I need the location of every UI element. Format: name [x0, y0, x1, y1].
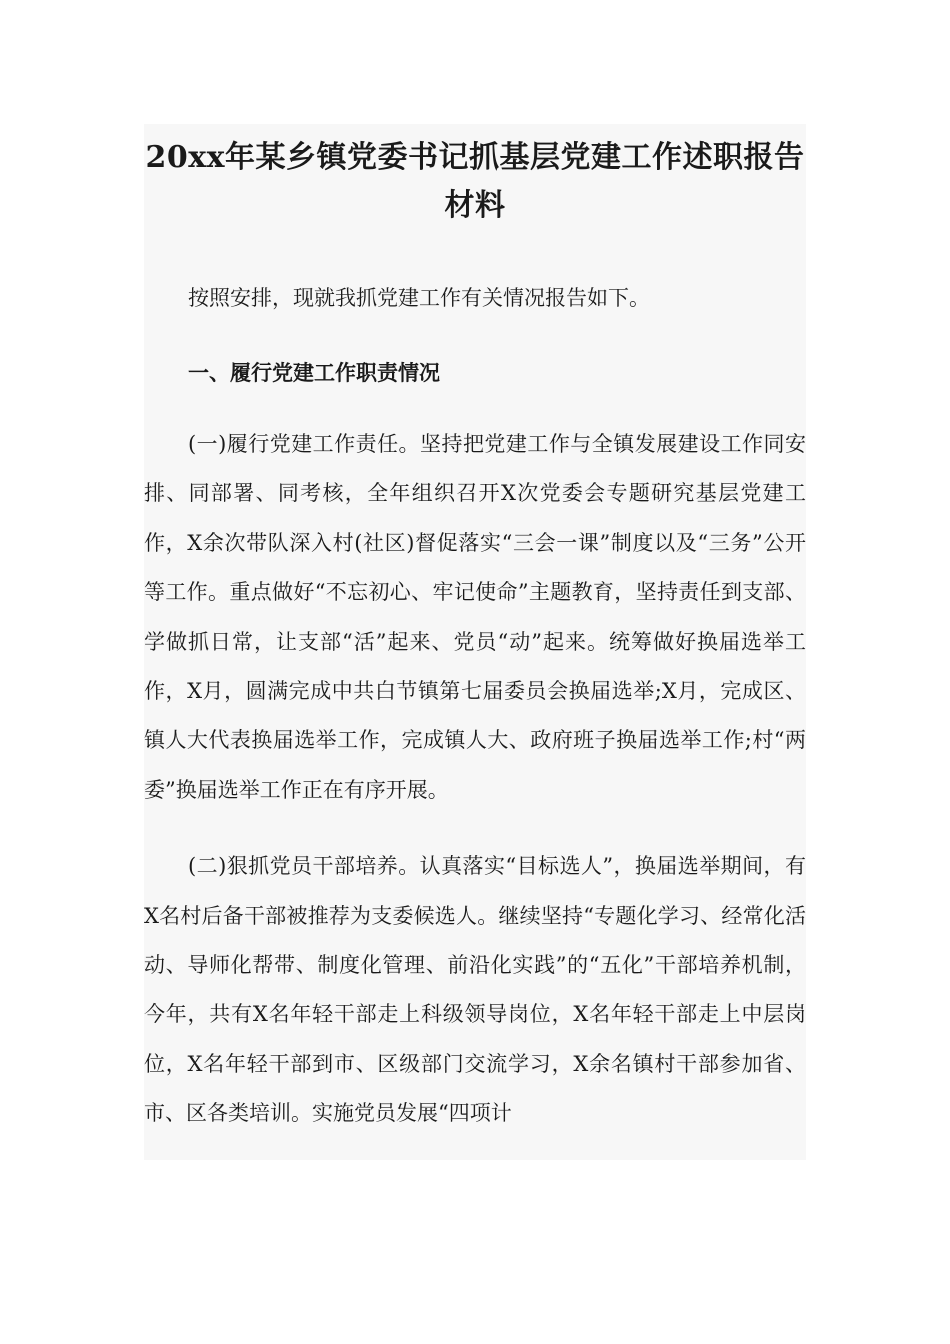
body-paragraph: (二)狠抓党员干部培养。认真落实“目标选人”，换届选举期间，有X名村后备干部被推荐为支委候选人。继续坚持“专题化学习、经常化活动、导师化帮带、制度化管理、前沿化实践”的“五化”干部培养机制，今年，共有X名年轻干部走上科级领导岗位，X名年轻干部走上中层岗位，X名年轻干部到市、区级部门交流学习，X余名镇村干部参加省、市、区各类培训。实施党员发展“四项计 — [144, 854, 806, 1126]
body-paragraph: (一)履行党建工作责任。坚持把党建工作与全镇发展建设工作同安排、同部署、同考核，全年组织召开X次党委会专题研究基层党建工作，X余次带队深入村(社区)督促落实“三会一课”制度以及“三务”公开等工作。重点做好“不忘初心、牢记使命”主题教育，坚持责任到支部、学做抓日常，让支部“活”起来、党员“动”起来。统筹做好换届选举工作，X月，圆满完成中共白节镇第七届委员会换届选举;X月，完成区、镇人大代表换届选举工作，完成镇人大、政府班子换届选举工作;村“两委”换届选举工作正在有序开展。 — [144, 432, 806, 802]
intro-paragraph: 按照安排，现就我抓党建工作有关情况报告如下。 — [188, 286, 650, 310]
document-page — [144, 124, 806, 1160]
section-heading: 一、履行党建工作职责情况 — [188, 360, 440, 385]
document-title: 20xx年某乡镇党委书记抓基层党建工作述职报告材料 — [145, 140, 805, 223]
